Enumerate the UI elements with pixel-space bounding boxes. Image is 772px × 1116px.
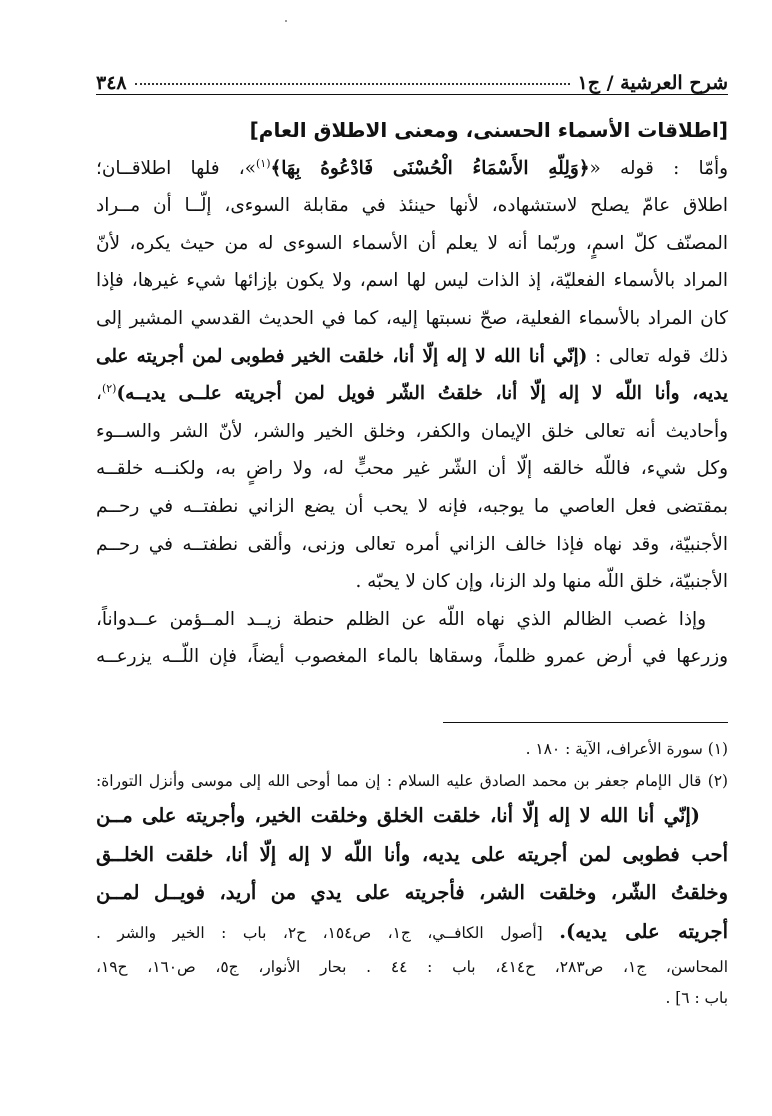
footnote-2-ref-2: المحاسن، ج١، ص٢٨٣، ح٤١٤، باب : ٤٤ . بحار الأنوار، ج٥، ص١٦٠، ح١٩،: [96, 957, 728, 976]
header-dot-leader: [135, 83, 570, 85]
paragraph-1-line-8: وأحاديث أنه تعالى خلق الإيمان والكفر، وخلق الخير والشر، لأنّ الشر والســوء: [96, 420, 728, 442]
main-text: [96, 112, 728, 676]
footnote-2-quote-line-2: أحب فطوبى لمن أجريته على يديه، وأنا اللّه لا إله إلّا أنا، خلقت الخلــق: [96, 842, 728, 866]
footnote-2-ref-1: [أصول الكافــي، ج١، ص١٥٤، ح٢، باب : الخير والشر .: [96, 923, 560, 942]
footnote-2-intro: (٢) قال الإمام جعفر بن محمد الصادق عليه السلام : إن مما أوحى الله إلى موسى وأنزل التوراة:: [96, 771, 728, 790]
footnote-2-quote-line-1: (إنّي أنا الله لا إله إلّا أنا، خلقت الخلق وخلقت الخير، وأجريته على مــن: [96, 804, 700, 827]
footnote-separator: [443, 722, 728, 723]
running-header: [96, 60, 728, 95]
paragraph-1-line-6: [96, 338, 728, 376]
running-title: شرح العرشية / ج١: [577, 72, 728, 94]
p1-l1-pre: وأمّا : قوله «: [589, 157, 729, 179]
p1-l1-post: »، فلها اطلاقــان؛: [96, 157, 256, 179]
hadith-quote-start: (إنّي أنا الله لا إله إلّا أنا، خلقت الخير فطوبى لمن أجريته على: [96, 345, 588, 367]
p1-l7-post: ،: [96, 383, 102, 405]
paragraph-1-line-4: المراد بالأسماء الفعليّة، إذ الذات ليس لها اسم، ولا يكون بإزائها شيء غيرها، فإذا: [96, 270, 728, 292]
footnote-2-quote-line-4: [96, 913, 728, 952]
footnotes: [96, 734, 728, 1015]
footnote-1: (١) سورة الأعراف، الآية : ١٨٠ .: [525, 740, 728, 758]
quran-verse: ﴿وَلِلّهِ الأَسْمَاءُ الْحُسْنَى فَادْعُوهُ بِهَا﴾: [270, 157, 590, 179]
paragraph-1-line-1: [96, 150, 728, 188]
paragraph-1-line-12: الأجنبيّة، خلق اللّه منها ولد الزنا، وإن كان لا يحبّه .: [355, 571, 728, 593]
section-title: [اطلاقات الأسماء الحسنى، ومعنى الاطلاق العام]: [249, 118, 728, 142]
paragraph-1-line-10: بمقتضى فعل العاصي ما يوجبه، فإنه لا يحب أن يضع الزاني نطفتــه في رحــم: [96, 495, 728, 517]
p1-l6-pre: ذلك قوله تعالى :: [587, 345, 728, 367]
footnote-ref-1[interactable]: (١): [255, 156, 271, 170]
paragraph-1-line-9: وكل شيء، فاللّه خالقه إلّا أن الشّر غير محبٍّ له، ولا راضٍ به، ولكنــه خلقــه: [96, 458, 728, 480]
paragraph-1-line-5: كان المراد بالأسماء الفعلية، صحّ نسبتها إليه، كما في الحديث القدسي المشير إلى: [96, 307, 728, 329]
paragraph-1-line-2: اطلاق عامّ يصلح لاستشهاده، لأنها حينئذ في مقابلة السوءى، إلّــا أن مــراد: [96, 195, 728, 217]
footnote-2-quote-end: أجريته على يديه).: [559, 919, 729, 943]
paragraph-1-line-3: المصنّف كلّ اسمٍ، وربّما أنه لا يعلم أن الأسماء السوءى له من حيث يكره، لأنّ: [96, 232, 728, 254]
scan-speck: [285, 20, 287, 22]
paragraph-1-line-7: [96, 375, 728, 413]
footnote-2-ref-3: باب : ٦] .: [665, 989, 728, 1007]
footnote-ref-2[interactable]: (٢): [101, 382, 117, 396]
paragraph-2-line-1: وإذا غصب الظالم الذي نهاه اللّه عن الظلم حنطة زيــد المــؤمن عــدواناً،: [96, 608, 706, 630]
hadith-quote-end: يديه، وأنا اللّه لا إله إلّا أنا، خلقتُ الشّر فويل لمن أجريته علــى يديــه): [116, 383, 728, 405]
paragraph-1-line-11: الأجنبيّة، وقد نهاه فإذا خالف الزاني أمره تعالى وزنى، وألقى نطفتــه في رحــم: [96, 533, 728, 555]
footnote-2-quote-line-3: وخلقتُ الشّر، وخلقت الشر، فأجريته على يدي من أريد، فويــل لمــن: [96, 881, 728, 904]
paragraph-2-line-2: وزرعها في أرض عمرو ظلماً، وسقاها بالماء المغصوب أيضاً، فإن اللّــه يزرعــه: [96, 646, 728, 668]
page-number: ٣٤٨: [96, 72, 127, 94]
